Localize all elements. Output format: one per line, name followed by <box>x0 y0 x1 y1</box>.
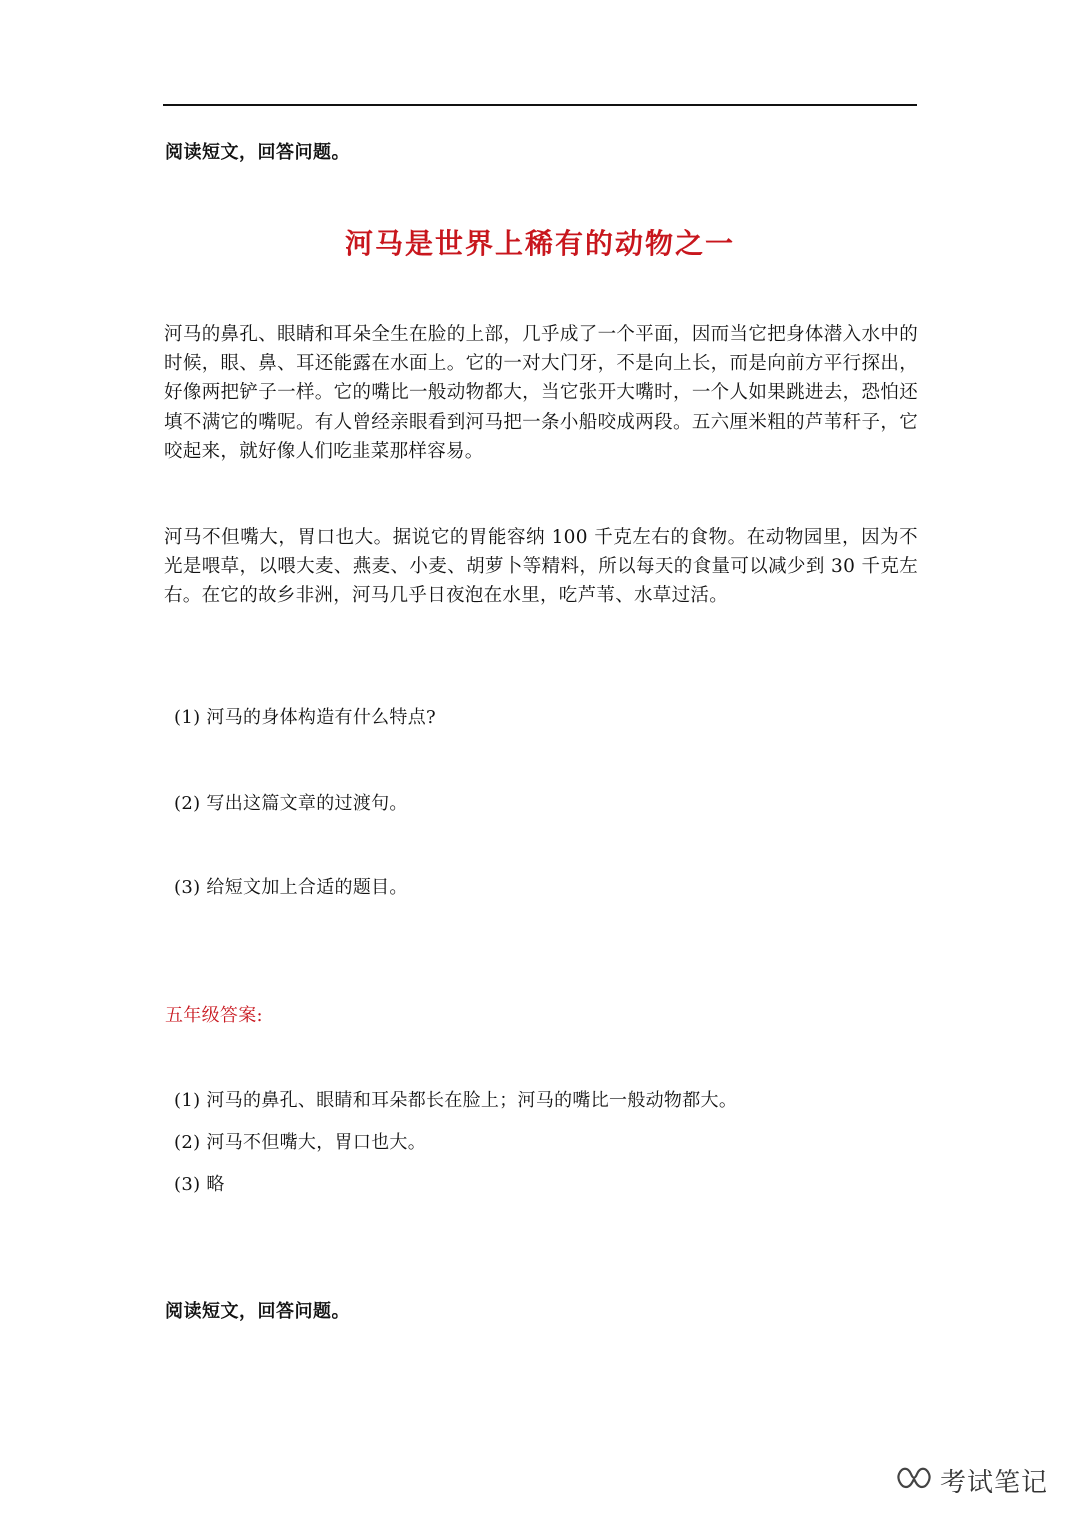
question-3: (3) 给短文加上合适的题目。 <box>174 877 408 898</box>
reading-instruction: 阅读短文，回答问题。 <box>165 142 350 163</box>
answer-3: (3) 略 <box>174 1174 225 1195</box>
article-title: 河马是世界上稀有的动物之一 <box>344 227 735 260</box>
passage-paragraph-2: 河马不但嘴大，胃口也大。据说它的胃能容纳 100 千克左右的食物。在动物园里，因为不光是喂草，以喂大麦、燕麦、小麦、胡萝卜等精料，所以每天的食量可以减少到 30 千克左右。在它的故乡非洲，河马几乎日夜泡在水里，吃芦苇、水草过活。 <box>164 527 918 607</box>
wechat-channel-icon <box>896 1465 932 1495</box>
question-2: (2) 写出这篇文章的过渡句。 <box>174 793 408 814</box>
passage-paragraph-1: 河马的鼻孔、眼睛和耳朵全生在脸的上部，几乎成了一个平面，因而当它把身体潜入水中的时候，眼、鼻、耳还能露在水面上。它的一对大门牙，不是向上长，而是向前方平行探出，好像两把铲子一样。它的嘴比一般动物都大，当它张开大嘴时，一个人如果跳进去，恐怕还填不满它的嘴呢。有人曾经亲眼看到河马把一条小船咬成两段。五六厘米粗的芦苇秆子，它咬起来，就好像人们吃韭菜那样容易。 <box>164 324 918 462</box>
watermark <box>896 1460 1048 1500</box>
top-divider <box>163 104 917 106</box>
watermark-text: 考试笔记 <box>940 1467 1049 1498</box>
next-reading-instruction: 阅读短文，回答问题。 <box>165 1301 350 1322</box>
article-passage <box>164 320 918 611</box>
answer-1: (1) 河马的鼻孔、眼睛和耳朵都长在脸上；河马的嘴比一般动物都大。 <box>174 1090 738 1111</box>
answer-2: (2) 河马不但嘴大，胃口也大。 <box>174 1132 427 1153</box>
answer-heading: 五年级答案: <box>165 1005 263 1026</box>
question-1: (1) 河马的身体构造有什么特点? <box>174 707 436 728</box>
